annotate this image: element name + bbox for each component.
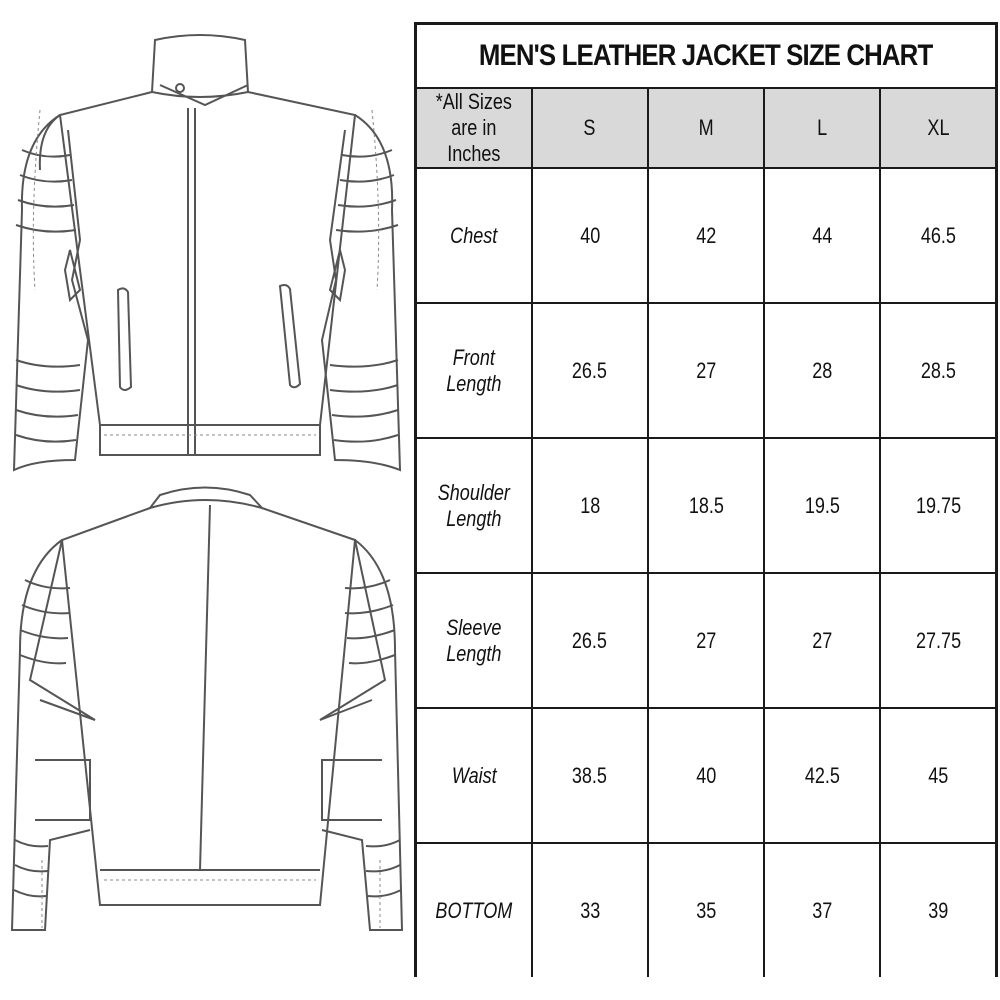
table-cell [880, 843, 996, 977]
table-cell [880, 303, 996, 438]
table-cell [764, 708, 880, 843]
table-cell [532, 843, 648, 977]
cell-value: 28.5 [920, 357, 956, 383]
table-cell [880, 573, 996, 708]
table-cell [764, 168, 880, 303]
table-cell [648, 843, 764, 977]
cell-value: 28 [812, 357, 833, 383]
cell-value: 42.5 [804, 762, 840, 788]
table-cell [532, 303, 648, 438]
cell-value: 19.75 [915, 492, 961, 518]
table-cell [532, 438, 648, 573]
table-row-chest [416, 168, 997, 303]
row-label [416, 168, 532, 303]
header-size-l-text: L [817, 115, 828, 140]
cell-value: 39 [928, 897, 949, 923]
header-label-text: *All Sizes are in Inches [435, 89, 512, 166]
title-row [416, 24, 997, 89]
cell-value: 42 [695, 222, 716, 248]
row-label-text: BOTTOM [435, 897, 513, 923]
row-label-text: Chest [450, 222, 498, 248]
chart-title [416, 24, 997, 89]
header-size-xl [880, 88, 996, 168]
row-label-text: Waist [451, 762, 497, 788]
row-label-text: Sleeve Length [446, 614, 502, 666]
table-cell [764, 573, 880, 708]
header-label [416, 88, 532, 168]
jacket-back-icon [0, 480, 412, 950]
cell-value: 40 [579, 222, 600, 248]
header-size-l [764, 88, 880, 168]
cell-value: 33 [579, 897, 600, 923]
jacket-front-icon [0, 30, 412, 480]
row-label-text: Shoulder Length [437, 479, 510, 531]
table-cell [648, 573, 764, 708]
cell-value: 37 [812, 897, 833, 923]
row-label [416, 573, 532, 708]
chart-title-text: MEN'S LEATHER JACKET SIZE CHART [479, 39, 933, 72]
table-row-waist [416, 708, 997, 843]
cell-value: 18.5 [688, 492, 724, 518]
table-cell [764, 303, 880, 438]
table-row-front-length [416, 303, 997, 438]
table-cell [880, 168, 996, 303]
row-label [416, 438, 532, 573]
cell-value: 27 [812, 627, 833, 653]
table-cell [764, 843, 880, 977]
table-row-bottom [416, 843, 997, 977]
cell-value: 44 [812, 222, 833, 248]
cell-value: 35 [695, 897, 716, 923]
cell-value: 46.5 [920, 222, 956, 248]
header-size-m [648, 88, 764, 168]
table-cell [648, 708, 764, 843]
cell-value: 45 [928, 762, 949, 788]
cell-value: 27.75 [915, 627, 961, 653]
table-cell [880, 438, 996, 573]
table-cell [880, 708, 996, 843]
cell-value: 40 [695, 762, 716, 788]
header-row [416, 88, 997, 168]
table-cell [532, 573, 648, 708]
row-label-text: Front Length [446, 344, 502, 396]
table-row-sleeve-length [416, 573, 997, 708]
header-size-m-text: M [698, 115, 714, 140]
row-label [416, 708, 532, 843]
jacket-illustrations [0, 0, 412, 1000]
table-cell [648, 438, 764, 573]
table-cell [764, 438, 880, 573]
header-size-s [532, 88, 648, 168]
cell-value: 27 [695, 627, 716, 653]
cell-value: 26.5 [572, 627, 608, 653]
size-chart-table [414, 22, 998, 977]
header-size-xl-text: XL [927, 115, 950, 140]
table-cell [532, 708, 648, 843]
cell-value: 19.5 [804, 492, 840, 518]
cell-value: 26.5 [572, 357, 608, 383]
table-row-shoulder-length [416, 438, 997, 573]
header-size-s-text: S [583, 115, 596, 140]
cell-value: 18 [579, 492, 600, 518]
table-cell [648, 303, 764, 438]
cell-value: 27 [695, 357, 716, 383]
table-cell [532, 168, 648, 303]
row-label [416, 843, 532, 977]
cell-value: 38.5 [572, 762, 608, 788]
row-label [416, 303, 532, 438]
table-cell [648, 168, 764, 303]
